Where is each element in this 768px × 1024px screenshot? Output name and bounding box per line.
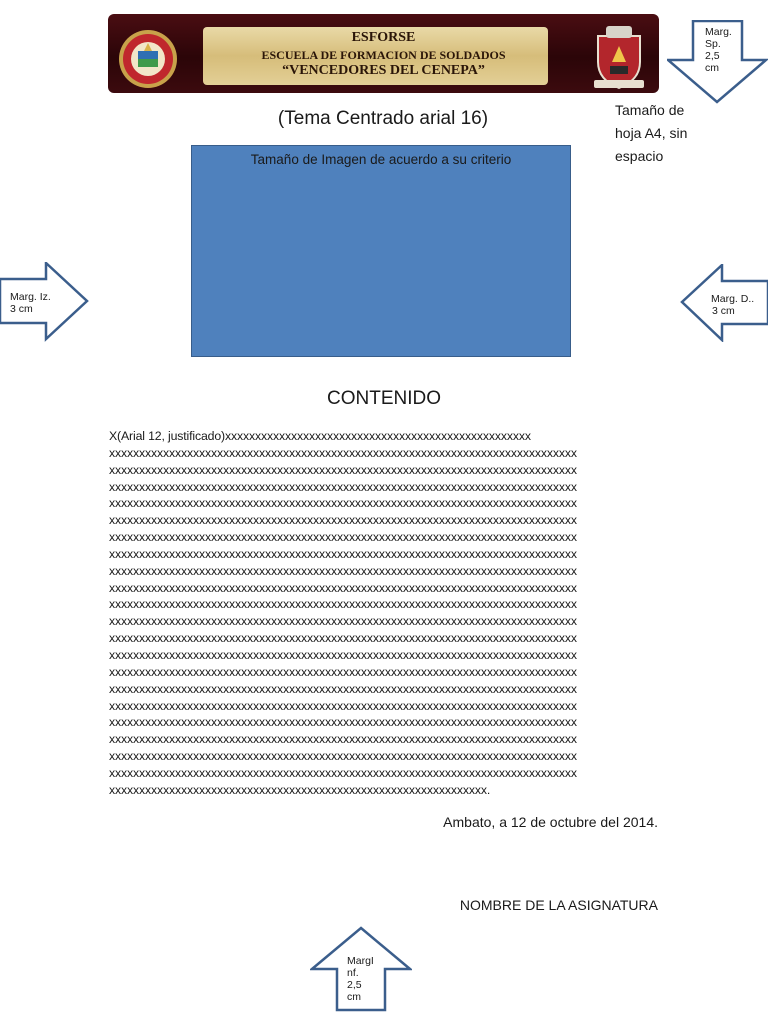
body-text-line: xxxxxxxxxxxxxxxxxxxxxxxxxxxxxxxxxxxxxxxxxxxxxxxxxxxxxxxxxxxxxxxxxxxxxxxxxxxxxx [109, 479, 577, 494]
top-margin-label: Marg. Sp. 2,5 cm [705, 26, 732, 74]
body-text-line: xxxxxxxxxxxxxxxxxxxxxxxxxxxxxxxxxxxxxxxxxxxxxxxxxxxxxxxxxxxxxxxxxxxxxxxxxxxxxx [109, 749, 577, 764]
body-text-line: xxxxxxxxxxxxxxxxxxxxxxxxxxxxxxxxxxxxxxxxxxxxxxxxxxxxxxxxxxxxxxx. [109, 782, 491, 797]
coat-of-arms-icon [588, 22, 650, 92]
body-text-line: xxxxxxxxxxxxxxxxxxxxxxxxxxxxxxxxxxxxxxxxxxxxxxxxxxxxxxxxxxxxxxxxxxxxxxxxxxxxxx [109, 647, 577, 662]
body-text-line: xxxxxxxxxxxxxxxxxxxxxxxxxxxxxxxxxxxxxxxxxxxxxxxxxxxxxxxxxxxxxxxxxxxxxxxxxxxxxx [109, 664, 577, 679]
page-title: (Tema Centrado arial 16) [277, 108, 489, 129]
body-text-line: xxxxxxxxxxxxxxxxxxxxxxxxxxxxxxxxxxxxxxxxxxxxxxxxxxxxxxxxxxxxxxxxxxxxxxxxxxxxxx [109, 580, 577, 595]
body-text-line: xxxxxxxxxxxxxxxxxxxxxxxxxxxxxxxxxxxxxxxxxxxxxxxxxxxxxxxxxxxxxxxxxxxxxxxxxxxxxx [109, 462, 577, 477]
header-banner [108, 14, 659, 93]
body-text-line: xxxxxxxxxxxxxxxxxxxxxxxxxxxxxxxxxxxxxxxxxxxxxxxxxxxxxxxxxxxxxxxxxxxxxxxxxxxxxx [109, 614, 577, 629]
banner-acronym: ESFORSE [351, 30, 416, 45]
body-text-line: xxxxxxxxxxxxxxxxxxxxxxxxxxxxxxxxxxxxxxxxxxxxxxxxxxxxxxxxxxxxxxxxxxxxxxxxxxxxxx [109, 732, 577, 747]
body-text-line: xxxxxxxxxxxxxxxxxxxxxxxxxxxxxxxxxxxxxxxxxxxxxxxxxxxxxxxxxxxxxxxxxxxxxxxxxxxxxx [109, 445, 577, 460]
body-text-line: xxxxxxxxxxxxxxxxxxxxxxxxxxxxxxxxxxxxxxxxxxxxxxxxxxxxxxxxxxxxxxxxxxxxxxxxxxxxxx [109, 597, 577, 612]
body-text-line: X(Arial 12, justificado)xxxxxxxxxxxxxxxxxxxxxxxxxxxxxxxxxxxxxxxxxxxxxxxxxxx [109, 429, 531, 443]
section-heading: CONTENIDO [327, 388, 441, 409]
left-margin-label: Marg. Iz. 3 cm [10, 291, 51, 315]
body-text [109, 428, 659, 799]
body-text-line: xxxxxxxxxxxxxxxxxxxxxxxxxxxxxxxxxxxxxxxxxxxxxxxxxxxxxxxxxxxxxxxxxxxxxxxxxxxxxx [109, 563, 577, 578]
subject-name: NOMBRE DE LA ASIGNATURA [459, 897, 658, 913]
body-text-line: xxxxxxxxxxxxxxxxxxxxxxxxxxxxxxxxxxxxxxxxxxxxxxxxxxxxxxxxxxxxxxxxxxxxxxxxxxxxxx [109, 631, 577, 646]
body-text-line: xxxxxxxxxxxxxxxxxxxxxxxxxxxxxxxxxxxxxxxxxxxxxxxxxxxxxxxxxxxxxxxxxxxxxxxxxxxxxx [109, 698, 577, 713]
body-text-line: xxxxxxxxxxxxxxxxxxxxxxxxxxxxxxxxxxxxxxxxxxxxxxxxxxxxxxxxxxxxxxxxxxxxxxxxxxxxxx [109, 715, 577, 730]
image-placeholder [191, 145, 571, 357]
body-text-line: xxxxxxxxxxxxxxxxxxxxxxxxxxxxxxxxxxxxxxxxxxxxxxxxxxxxxxxxxxxxxxxxxxxxxxxxxxxxxx [109, 546, 577, 561]
banner-school-name: ESCUELA DE FORMACION DE SOLDADOS [261, 48, 506, 62]
body-text-line: xxxxxxxxxxxxxxxxxxxxxxxxxxxxxxxxxxxxxxxxxxxxxxxxxxxxxxxxxxxxxxxxxxxxxxxxxxxxxx [109, 513, 577, 528]
body-text-line: xxxxxxxxxxxxxxxxxxxxxxxxxxxxxxxxxxxxxxxxxxxxxxxxxxxxxxxxxxxxxxxxxxxxxxxxxxxxxx [109, 681, 577, 696]
body-text-line: xxxxxxxxxxxxxxxxxxxxxxxxxxxxxxxxxxxxxxxxxxxxxxxxxxxxxxxxxxxxxxxxxxxxxxxxxxxxxx [109, 530, 577, 545]
body-text-line: xxxxxxxxxxxxxxxxxxxxxxxxxxxxxxxxxxxxxxxxxxxxxxxxxxxxxxxxxxxxxxxxxxxxxxxxxxxxxx [109, 765, 577, 780]
right-margin-label: Marg. D.. 3 cm [711, 293, 755, 317]
bottom-margin-label: MargI nf. 2,5 cm [347, 955, 374, 1003]
banner-motto: “VENCEDORES DEL CENEPA” [282, 63, 485, 78]
image-placeholder-label: Tamaño de Imagen de acuerdo a su criterio [250, 152, 512, 167]
date-line: Ambato, a 12 de octubre del 2014. [443, 814, 658, 830]
body-text-line: xxxxxxxxxxxxxxxxxxxxxxxxxxxxxxxxxxxxxxxxxxxxxxxxxxxxxxxxxxxxxxxxxxxxxxxxxxxxxx [109, 496, 577, 511]
page-size-note: Tamaño de hoja A4, sin espacio [615, 102, 688, 164]
